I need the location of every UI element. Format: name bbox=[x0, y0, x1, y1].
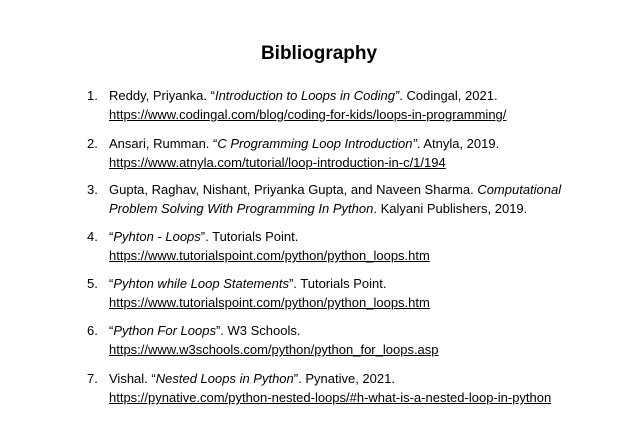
reference-author: “ bbox=[109, 229, 114, 244]
reference-link[interactable]: https://pynative.com/python-nested-loops/#h-what-is-a-nested-loop-in-python bbox=[109, 390, 552, 405]
reference-author: “ bbox=[109, 323, 114, 338]
reference-number: 1. bbox=[87, 88, 98, 103]
reference-number: 6. bbox=[87, 323, 98, 338]
reference-title: Introduction to Loops in Coding” bbox=[214, 88, 400, 103]
reference-source: ”. Tutorials Point. bbox=[288, 276, 387, 291]
reference-link[interactable]: https://www.tutorialspoint.com/python/python_loops.htm bbox=[109, 295, 430, 310]
reference-link[interactable]: https://www.codingal.com/blog/coding-for-kids/loops-in-programming/ bbox=[109, 107, 507, 122]
reference-item bbox=[87, 321, 607, 359]
reference-number: 7. bbox=[87, 371, 98, 386]
reference-item bbox=[87, 86, 607, 124]
reference-author: Vishal. “ bbox=[109, 371, 156, 386]
reference-link[interactable]: https://www.atnyla.com/tutorial/loop-introduction-in-c/1/194 bbox=[109, 155, 446, 170]
reference-link[interactable]: https://www.w3schools.com/python/python_for_loops.asp bbox=[109, 342, 439, 357]
reference-source: . Kalyani Publishers, 2019. bbox=[373, 201, 528, 216]
reference-title: Problem Solving With Programming In Python bbox=[109, 201, 374, 216]
reference-item bbox=[87, 227, 607, 265]
reference-number: 4. bbox=[87, 229, 98, 244]
page-title: Bibliography bbox=[260, 43, 378, 64]
reference-title: Pyhton while Loop Statements bbox=[113, 276, 289, 291]
reference-number: 5. bbox=[87, 276, 98, 291]
reference-item bbox=[87, 369, 607, 407]
reference-source: ”. Pynative, 2021. bbox=[293, 371, 395, 386]
reference-title: Pyhton - Loops bbox=[113, 229, 201, 244]
reference-author: Gupta, Raghav, Nishant, Priyanka Gupta, and Naveen Sharma. bbox=[109, 182, 478, 197]
reference-source: ”. W3 Schools. bbox=[215, 323, 301, 338]
reference-title: Python For Loops bbox=[113, 323, 216, 338]
reference-item bbox=[87, 134, 607, 172]
reference-item bbox=[87, 180, 607, 218]
reference-source: . Atnyla, 2019. bbox=[416, 136, 500, 151]
reference-title: Nested Loops in Python bbox=[155, 371, 294, 386]
reference-author: “ bbox=[109, 276, 114, 291]
reference-source: ”. Tutorials Point. bbox=[200, 229, 299, 244]
reference-number: 3. bbox=[87, 182, 98, 197]
reference-item bbox=[87, 274, 607, 312]
reference-number: 2. bbox=[87, 136, 98, 151]
reference-link[interactable]: https://www.tutorialspoint.com/python/python_loops.htm bbox=[109, 248, 430, 263]
reference-author: Reddy, Priyanka. “ bbox=[109, 88, 215, 103]
reference-title: Computational bbox=[477, 182, 562, 197]
reference-source: . Codingal, 2021. bbox=[399, 88, 498, 103]
reference-author: Ansari, Rumman. “ bbox=[109, 136, 218, 151]
reference-title: C Programming Loop Introduction” bbox=[217, 136, 417, 151]
